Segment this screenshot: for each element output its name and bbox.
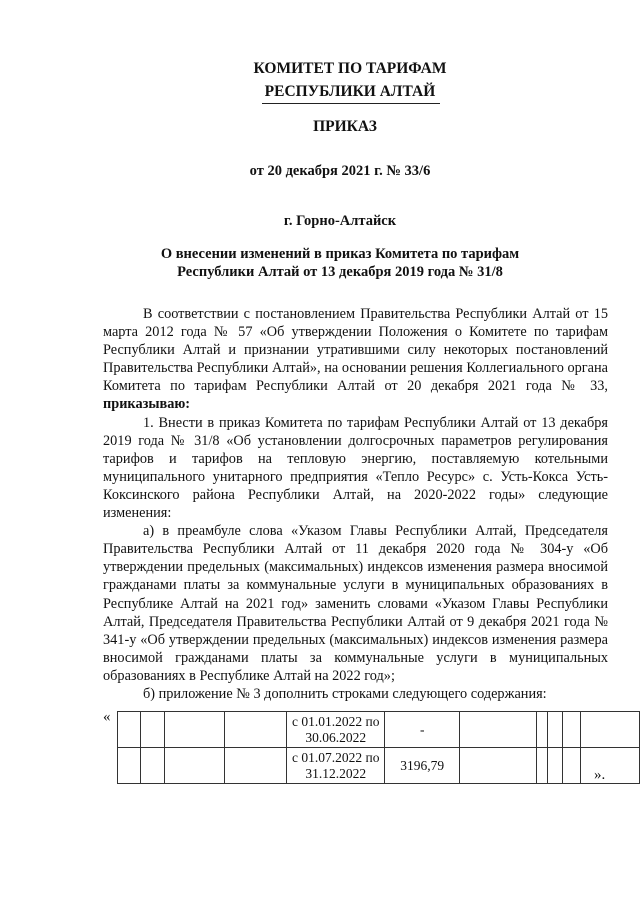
period-cell: с 01.01.2022 по 30.06.2022 (287, 712, 385, 748)
table-open-quote: « (103, 709, 111, 725)
title-line1: О внесении изменений в приказ Комитета по тарифам (160, 246, 520, 262)
document-body (103, 305, 608, 703)
document-date-number: от 20 декабря 2021 г. № 33/6 (249, 163, 431, 179)
value-cell: 3196,79 (385, 748, 460, 784)
header-underline (262, 103, 440, 104)
order-word: приказываю: (103, 396, 191, 413)
table-row (118, 712, 640, 748)
preamble-text: В соответствии с постановлением Правительства Республики Алтай от 15 марта 2012 года № 57 «Об утверждении Положения о Комитете по тарифам Республики Алтай и признании утратившими силу некоторых постановлений Правительства Республики Алтай», на основании решения Коллегиального органа Комитета по тарифам Республики Алтай от 20 декабря 2021 года № 33, (103, 306, 608, 395)
paragraph-item-1: 1. Внести в приказ Комитета по тарифам Республики Алтай от 13 декабря 2019 года № 31/8 «Об установлении долгосрочных параметров регулирования тарифов и тарифов на тепловую энергию, поставляемую котельными муниципального унитарного предприятия «Тепло Ресурс» с. Усть-Кокса Усть-Коксинского района Республики Алтай, на 2020-2022 годы» следующие изменения: (103, 414, 608, 522)
org-name-line1: КОМИТЕТ ПО ТАРИФАМ (253, 60, 447, 77)
tariff-table (117, 711, 640, 784)
table-close-quote: ». (594, 767, 606, 783)
value-cell: - (385, 712, 460, 748)
document-type: ПРИКАЗ (313, 118, 377, 135)
document-title (0, 245, 640, 281)
paragraph-preamble (103, 305, 608, 414)
paragraph-item-b: б) приложение № 3 дополнить строками следующего содержания: (143, 685, 547, 702)
table-row (118, 748, 640, 784)
paragraph-item-a: а) в преамбуле слова «Указом Главы Республики Алтай, Председателя Правительства Республики Алтай от 11 декабря 2020 года № 304-у «Об утверждении предельных (максимальных) индексов изменения размера вносимой гражданами платы за коммунальные услуги в муниципальных образованиях в Республике Алтай на 2021 год» заменить словами «Указом Главы Республики Алтай, Председателя Правительства Республики Алтай от 9 декабря 2021 года № 341-у «Об утверждении предельных (максимальных) индексов изменения размера вносимой гражданами платы за коммунальные услуги в муниципальных образованиях в Республике Алтай на 2022 год»; (103, 523, 608, 684)
period-cell: с 01.07.2022 по 31.12.2022 (287, 748, 385, 784)
org-name-line2: РЕСПУБЛИКИ АЛТАЙ (264, 83, 436, 100)
title-line2: Республики Алтай от 13 декабря 2019 года № 31/8 (177, 264, 503, 280)
document-city: г. Горно-Алтайск (283, 213, 397, 229)
